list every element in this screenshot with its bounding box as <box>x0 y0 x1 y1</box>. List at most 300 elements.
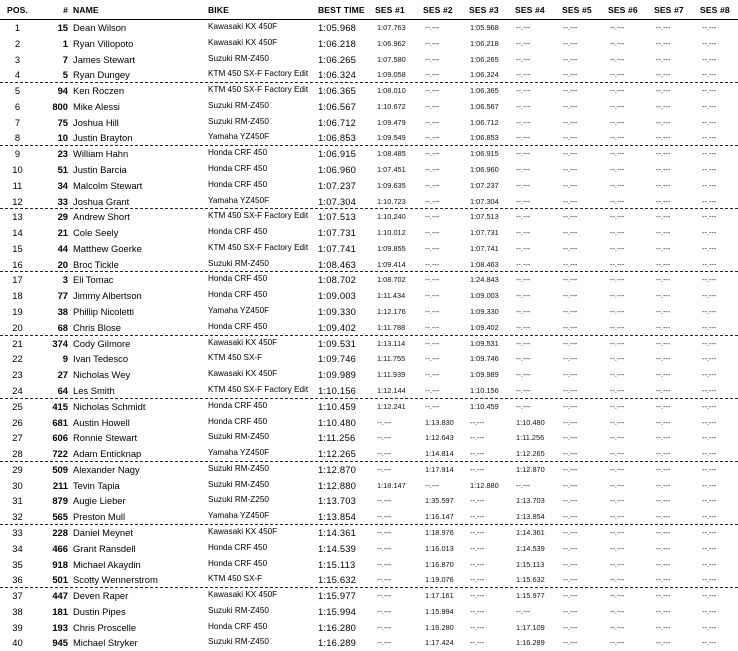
rider-name-cell: Deven Raper <box>73 590 129 602</box>
table-row <box>0 162 738 178</box>
session-6-cell: --.--- <box>610 433 625 443</box>
session-4-cell: 1:13.703 <box>516 496 545 506</box>
rider-number-cell: 21 <box>57 227 68 239</box>
table-row <box>0 146 738 162</box>
session-2-cell: --.--- <box>425 228 440 238</box>
table-row <box>0 194 738 210</box>
session-3-cell: 1:07.237 <box>470 180 499 190</box>
session-3-cell: --.--- <box>470 433 485 443</box>
rider-number-cell: 7 <box>62 53 68 65</box>
session-2-cell: --.--- <box>425 259 440 269</box>
session-5-cell: --.--- <box>563 275 578 285</box>
session-4-cell: --.--- <box>516 196 531 206</box>
table-row <box>0 272 738 288</box>
position-cell: 19 <box>12 306 23 318</box>
rider-name-cell: Ronnie Stewart <box>73 432 138 444</box>
rider-name-cell: Scotty Wennerstrom <box>73 574 158 586</box>
rider-number-cell: 722 <box>52 448 68 460</box>
session-8-cell: --.--- <box>702 575 717 585</box>
session-1-cell: --.--- <box>377 559 392 569</box>
best-time-cell: 1:15.113 <box>318 558 356 570</box>
position-cell: 13 <box>12 211 23 223</box>
session-5-cell: --.--- <box>563 622 578 632</box>
table-row <box>0 225 738 241</box>
table-row <box>0 430 738 446</box>
header-ses-7: SES #7 <box>654 5 684 15</box>
session-3-cell: 1:08.463 <box>470 259 499 269</box>
bike-cell: Suzuki RM-Z450 <box>208 100 269 110</box>
session-4-cell: --.--- <box>516 275 531 285</box>
session-4-cell: --.--- <box>516 38 531 48</box>
bike-cell: Honda CRF 450 <box>208 621 268 631</box>
session-8-cell: --.--- <box>702 149 717 159</box>
position-cell: 12 <box>12 195 23 207</box>
session-1-cell: 1:10.672 <box>377 101 406 111</box>
session-6-cell: --.--- <box>610 622 625 632</box>
session-3-cell: 1:06.324 <box>470 70 499 80</box>
bike-cell: KTM 450 SX-F <box>208 574 263 584</box>
session-7-cell: --.--- <box>656 275 671 285</box>
session-4-cell: 1:14.539 <box>516 543 545 553</box>
session-6-cell: --.--- <box>610 243 625 253</box>
rider-name-cell: James Stewart <box>73 53 135 65</box>
session-4-cell: --.--- <box>516 291 531 301</box>
session-6-cell: --.--- <box>610 496 625 506</box>
rider-number-cell: 945 <box>52 637 68 649</box>
session-1-cell: --.--- <box>377 575 392 585</box>
rider-name-cell: Preston Mull <box>73 511 126 523</box>
bike-cell: Suzuki RM-Z450 <box>208 637 269 647</box>
position-cell: 24 <box>12 384 23 396</box>
session-1-cell: 1:12.144 <box>377 385 406 395</box>
session-6-cell: --.--- <box>610 212 625 222</box>
best-time-cell: 1:12.870 <box>318 463 357 475</box>
session-2-cell: --.--- <box>425 291 440 301</box>
session-6-cell: --.--- <box>610 559 625 569</box>
position-cell: 10 <box>12 164 23 176</box>
session-8-cell: --.--- <box>702 117 717 127</box>
position-cell: 33 <box>12 526 23 538</box>
session-6-cell: --.--- <box>610 370 625 380</box>
position-cell: 22 <box>12 353 23 365</box>
session-7-cell: --.--- <box>656 370 671 380</box>
table-row <box>0 257 738 273</box>
rider-number-cell: 75 <box>57 116 68 128</box>
session-2-cell: --.--- <box>425 322 440 332</box>
session-1-cell: --.--- <box>377 496 392 506</box>
table-row <box>0 304 738 320</box>
session-5-cell: --.--- <box>563 575 578 585</box>
session-2-cell: 1:35.597 <box>425 496 454 506</box>
session-1-cell: 1:09.549 <box>377 133 406 143</box>
session-3-cell: --.--- <box>470 496 485 506</box>
session-8-cell: --.--- <box>702 228 717 238</box>
rider-number-cell: 64 <box>57 384 68 396</box>
session-8-cell: --.--- <box>702 622 717 632</box>
rider-name-cell: Justin Brayton <box>73 132 133 144</box>
position-cell: 36 <box>12 574 23 586</box>
session-4-cell: --.--- <box>516 117 531 127</box>
best-time-cell: 1:07.731 <box>318 227 357 239</box>
session-1-cell: 1:10.723 <box>377 196 406 206</box>
header-name: NAME <box>73 5 99 15</box>
session-3-cell: 1:10.459 <box>470 401 499 411</box>
table-row <box>0 572 738 588</box>
session-4-cell: --.--- <box>516 243 531 253</box>
position-cell: 26 <box>12 416 23 428</box>
table-row <box>0 99 738 115</box>
session-3-cell: 1:06.567 <box>470 101 499 111</box>
best-time-cell: 1:15.994 <box>318 605 357 617</box>
header-best-time: BEST TIME <box>318 5 365 15</box>
rider-name-cell: Grant Ransdell <box>73 542 136 554</box>
session-2-cell: --.--- <box>425 165 440 175</box>
session-2-cell: 1:14.814 <box>425 449 454 459</box>
rider-name-cell: Ken Roczen <box>73 85 125 97</box>
best-time-cell: 1:06.265 <box>318 53 357 65</box>
bike-cell: Honda CRF 450 <box>208 148 268 158</box>
session-8-cell: --.--- <box>702 133 717 143</box>
rider-name-cell: Nicholas Wey <box>73 369 131 381</box>
bike-cell: Suzuki RM-Z450 <box>208 432 269 442</box>
session-6-cell: --.--- <box>610 591 625 601</box>
session-1-cell: 1:13.114 <box>377 338 406 348</box>
session-2-cell: 1:17.161 <box>425 591 454 601</box>
rider-name-cell: Cole Seely <box>73 227 119 239</box>
session-2-cell: --.--- <box>425 354 440 364</box>
session-8-cell: --.--- <box>702 212 717 222</box>
session-1-cell: 1:18.147 <box>377 480 406 490</box>
session-6-cell: --.--- <box>610 196 625 206</box>
session-5-cell: --.--- <box>563 228 578 238</box>
session-6-cell: --.--- <box>610 70 625 80</box>
bike-cell: Kawasaki KX 450F <box>208 369 278 379</box>
session-1-cell: --.--- <box>377 591 392 601</box>
session-8-cell: --.--- <box>702 275 717 285</box>
session-6-cell: --.--- <box>610 275 625 285</box>
position-cell: 17 <box>12 274 23 286</box>
rider-number-cell: 879 <box>52 495 68 507</box>
session-8-cell: --.--- <box>702 433 717 443</box>
session-3-cell: --.--- <box>470 559 485 569</box>
position-cell: 40 <box>12 637 23 649</box>
session-7-cell: --.--- <box>656 86 671 96</box>
session-8-cell: --.--- <box>702 543 717 553</box>
session-7-cell: --.--- <box>656 543 671 553</box>
session-7-cell: --.--- <box>656 70 671 80</box>
session-8-cell: --.--- <box>702 417 717 427</box>
session-3-cell: --.--- <box>470 622 485 632</box>
session-6-cell: --.--- <box>610 149 625 159</box>
table-row <box>0 541 738 557</box>
session-2-cell: --.--- <box>425 133 440 143</box>
session-4-cell: --.--- <box>516 149 531 159</box>
best-time-cell: 1:06.365 <box>318 85 357 97</box>
session-3-cell: --.--- <box>470 591 485 601</box>
rider-number-cell: 681 <box>52 416 68 428</box>
position-cell: 2 <box>14 37 21 49</box>
rider-name-cell: Mike Alessi <box>73 100 120 112</box>
session-5-cell: --.--- <box>563 496 578 506</box>
bike-cell: KTM 450 SX-F Factory Edit <box>208 69 309 79</box>
bike-cell: Suzuki RM-Z450 <box>208 258 269 268</box>
session-5-cell: --.--- <box>563 86 578 96</box>
bike-cell: Honda CRF 450 <box>208 227 268 237</box>
session-1-cell: --.--- <box>377 433 392 443</box>
session-2-cell: --.--- <box>425 23 440 32</box>
session-7-cell: --.--- <box>656 449 671 459</box>
bike-cell: Yamaha YZ450F <box>208 511 270 521</box>
session-4-cell: --.--- <box>516 259 531 269</box>
session-1-cell: 1:09.414 <box>377 259 406 269</box>
best-time-cell: 1:14.361 <box>318 526 357 538</box>
table-row <box>0 320 738 336</box>
session-5-cell: --.--- <box>563 464 578 474</box>
rider-number-cell: 77 <box>57 290 68 302</box>
rider-name-cell: Broc Tickle <box>73 258 119 270</box>
session-7-cell: --.--- <box>656 54 671 64</box>
table-row <box>0 178 738 194</box>
bike-cell: Kawasaki KX 450F <box>208 590 278 600</box>
session-8-cell: --.--- <box>702 165 717 175</box>
table-row <box>0 620 738 636</box>
session-1-cell: 1:11.939 <box>377 370 406 380</box>
rider-name-cell: Les Smith <box>73 384 115 396</box>
bike-cell: Honda CRF 450 <box>208 179 268 189</box>
session-1-cell: 1:11.755 <box>377 354 406 364</box>
session-4-cell: 1:14.361 <box>516 527 545 537</box>
rider-name-cell: Chris Blose <box>73 321 121 333</box>
session-5-cell: --.--- <box>563 606 578 616</box>
session-6-cell: --.--- <box>610 307 625 317</box>
session-6-cell: --.--- <box>610 322 625 332</box>
session-4-cell: 1:15.113 <box>516 559 545 569</box>
position-cell: 5 <box>14 85 21 97</box>
bike-cell: Suzuki RM-Z450 <box>208 605 269 615</box>
session-3-cell: 1:07.304 <box>470 196 499 206</box>
session-6-cell: --.--- <box>610 449 625 459</box>
session-6-cell: --.--- <box>610 638 625 648</box>
session-6-cell: --.--- <box>610 543 625 553</box>
session-7-cell: --.--- <box>656 622 671 632</box>
session-5-cell: --.--- <box>563 149 578 159</box>
best-time-cell: 1:06.960 <box>318 164 357 176</box>
session-5-cell: --.--- <box>563 243 578 253</box>
rider-name-cell: Justin Barcia <box>73 164 127 176</box>
session-2-cell: 1:15.994 <box>425 606 454 616</box>
rider-number-cell: 918 <box>52 558 68 570</box>
position-cell: 34 <box>12 542 23 554</box>
header-ses-4: SES #4 <box>515 5 545 15</box>
session-5-cell: --.--- <box>563 212 578 222</box>
rider-name-cell: Joshua Grant <box>73 195 130 207</box>
best-time-cell: 1:09.330 <box>318 306 357 318</box>
session-7-cell: --.--- <box>656 354 671 364</box>
session-2-cell: 1:12.643 <box>425 433 454 443</box>
session-8-cell: --.--- <box>702 86 717 96</box>
session-5-cell: --.--- <box>563 543 578 553</box>
session-7-cell: --.--- <box>656 512 671 522</box>
session-5-cell: --.--- <box>563 117 578 127</box>
session-6-cell: --.--- <box>610 117 625 127</box>
session-5-cell: --.--- <box>563 354 578 364</box>
session-8-cell: --.--- <box>702 512 717 522</box>
session-7-cell: --.--- <box>656 401 671 411</box>
session-7-cell: --.--- <box>656 385 671 395</box>
session-3-cell: 1:07.731 <box>470 228 499 238</box>
table-row <box>0 20 738 36</box>
best-time-cell: 1:16.280 <box>318 621 357 633</box>
position-cell: 9 <box>14 148 21 160</box>
session-4-cell: --.--- <box>516 480 531 490</box>
table-row <box>0 415 738 431</box>
bike-cell: Yamaha YZ450F <box>208 132 270 142</box>
session-4-cell: 1:12.870 <box>516 464 545 474</box>
rider-number-cell: 466 <box>52 542 68 554</box>
session-5-cell: --.--- <box>563 322 578 332</box>
session-4-cell: 1:13.854 <box>516 512 545 522</box>
session-3-cell: 1:09.330 <box>470 307 499 317</box>
session-1-cell: 1:12.176 <box>377 307 406 317</box>
best-time-cell: 1:12.265 <box>318 448 357 460</box>
session-1-cell: 1:08.485 <box>377 149 406 159</box>
best-time-cell: 1:09.402 <box>318 321 357 333</box>
session-7-cell: --.--- <box>656 180 671 190</box>
rider-number-cell: 5 <box>62 69 68 81</box>
rider-name-cell: Michael Stryker <box>73 637 138 649</box>
session-8-cell: --.--- <box>702 291 717 301</box>
session-4-cell: 1:12.265 <box>516 449 545 459</box>
table-row <box>0 493 738 509</box>
table-row <box>0 478 738 494</box>
session-3-cell: --.--- <box>470 606 485 616</box>
position-cell: 38 <box>12 605 23 617</box>
best-time-cell: 1:15.977 <box>318 590 357 602</box>
position-cell: 29 <box>12 463 23 475</box>
rider-name-cell: Ivan Tedesco <box>73 353 129 365</box>
best-time-cell: 1:07.304 <box>318 195 357 207</box>
session-2-cell: --.--- <box>425 54 440 64</box>
session-2-cell: --.--- <box>425 385 440 395</box>
best-time-cell: 1:16.289 <box>318 637 357 649</box>
session-2-cell: --.--- <box>425 117 440 127</box>
session-1-cell: 1:07.451 <box>377 165 406 175</box>
session-7-cell: --.--- <box>656 575 671 585</box>
best-time-cell: 1:08.463 <box>318 258 357 270</box>
rider-number-cell: 193 <box>52 621 68 633</box>
session-8-cell: --.--- <box>702 101 717 111</box>
session-3-cell: --.--- <box>470 543 485 553</box>
session-6-cell: --.--- <box>610 480 625 490</box>
session-3-cell: 1:09.003 <box>470 291 499 301</box>
bike-cell: Suzuki RM-Z450 <box>208 479 269 489</box>
session-7-cell: --.--- <box>656 165 671 175</box>
bike-cell: Honda CRF 450 <box>208 400 268 410</box>
session-8-cell: --.--- <box>702 638 717 648</box>
rider-name-cell: Phillip Nicoletti <box>73 306 134 318</box>
session-1-cell: 1:10.240 <box>377 212 406 222</box>
rider-number-cell: 509 <box>52 463 68 475</box>
bike-cell: Suzuki RM-Z450 <box>208 463 269 473</box>
position-cell: 3 <box>14 53 21 65</box>
session-8-cell: --.--- <box>702 370 717 380</box>
best-time-cell: 1:09.003 <box>318 290 357 302</box>
position-cell: 39 <box>12 621 23 633</box>
bike-cell: Suzuki RM-Z450 <box>208 53 269 63</box>
bike-cell: Yamaha YZ450F <box>208 306 270 316</box>
session-6-cell: --.--- <box>610 259 625 269</box>
rider-number-cell: 374 <box>52 337 68 349</box>
rider-name-cell: Tevin Tapia <box>73 479 120 491</box>
bike-cell: Kawasaki KX 450F <box>208 526 278 536</box>
rider-name-cell: Alexander Nagy <box>73 463 140 475</box>
table-row <box>0 446 738 462</box>
session-7-cell: --.--- <box>656 307 671 317</box>
session-5-cell: --.--- <box>563 433 578 443</box>
session-1-cell: --.--- <box>377 527 392 537</box>
session-3-cell: --.--- <box>470 449 485 459</box>
session-3-cell: --.--- <box>470 527 485 537</box>
table-row <box>0 209 738 225</box>
session-5-cell: --.--- <box>563 527 578 537</box>
table-row <box>0 36 738 52</box>
table-row <box>0 462 738 478</box>
session-6-cell: --.--- <box>610 417 625 427</box>
session-1-cell: 1:07.763 <box>377 23 406 32</box>
bike-cell: KTM 450 SX-F <box>208 353 263 363</box>
rider-name-cell: Chris Proscelle <box>73 621 137 633</box>
session-8-cell: --.--- <box>702 322 717 332</box>
table-row <box>0 351 738 367</box>
header-num: # <box>63 5 68 15</box>
session-5-cell: --.--- <box>563 291 578 301</box>
session-7-cell: --.--- <box>656 480 671 490</box>
bike-cell: Kawasaki KX 450F <box>208 337 278 347</box>
session-4-cell: --.--- <box>516 606 531 616</box>
best-time-cell: 1:06.567 <box>318 100 357 112</box>
session-7-cell: --.--- <box>656 23 671 32</box>
session-8-cell: --.--- <box>702 70 717 80</box>
session-5-cell: --.--- <box>563 591 578 601</box>
session-8-cell: --.--- <box>702 338 717 348</box>
session-2-cell: 1:19.076 <box>425 575 454 585</box>
session-4-cell: 1:15.977 <box>516 591 545 601</box>
session-7-cell: --.--- <box>656 228 671 238</box>
position-cell: 7 <box>14 116 21 128</box>
session-8-cell: --.--- <box>702 385 717 395</box>
session-1-cell: --.--- <box>377 512 392 522</box>
bike-cell: Yamaha YZ450F <box>208 195 270 205</box>
session-6-cell: --.--- <box>610 228 625 238</box>
rider-name-cell: Andrew Short <box>73 211 130 223</box>
session-5-cell: --.--- <box>563 54 578 64</box>
session-8-cell: --.--- <box>702 401 717 411</box>
bike-cell: Honda CRF 450 <box>208 558 268 568</box>
table-row <box>0 83 738 99</box>
session-4-cell: --.--- <box>516 180 531 190</box>
table-row <box>0 557 738 573</box>
session-5-cell: --.--- <box>563 133 578 143</box>
rider-number-cell: 15 <box>57 22 68 33</box>
header-ses-3: SES #3 <box>469 5 499 15</box>
bike-cell: Honda CRF 450 <box>208 164 268 174</box>
session-1-cell: --.--- <box>377 417 392 427</box>
session-6-cell: --.--- <box>610 606 625 616</box>
session-3-cell: 1:09.402 <box>470 322 499 332</box>
session-3-cell: 1:06.853 <box>470 133 499 143</box>
header-ses-1: SES #1 <box>375 5 405 15</box>
table-row <box>0 509 738 525</box>
